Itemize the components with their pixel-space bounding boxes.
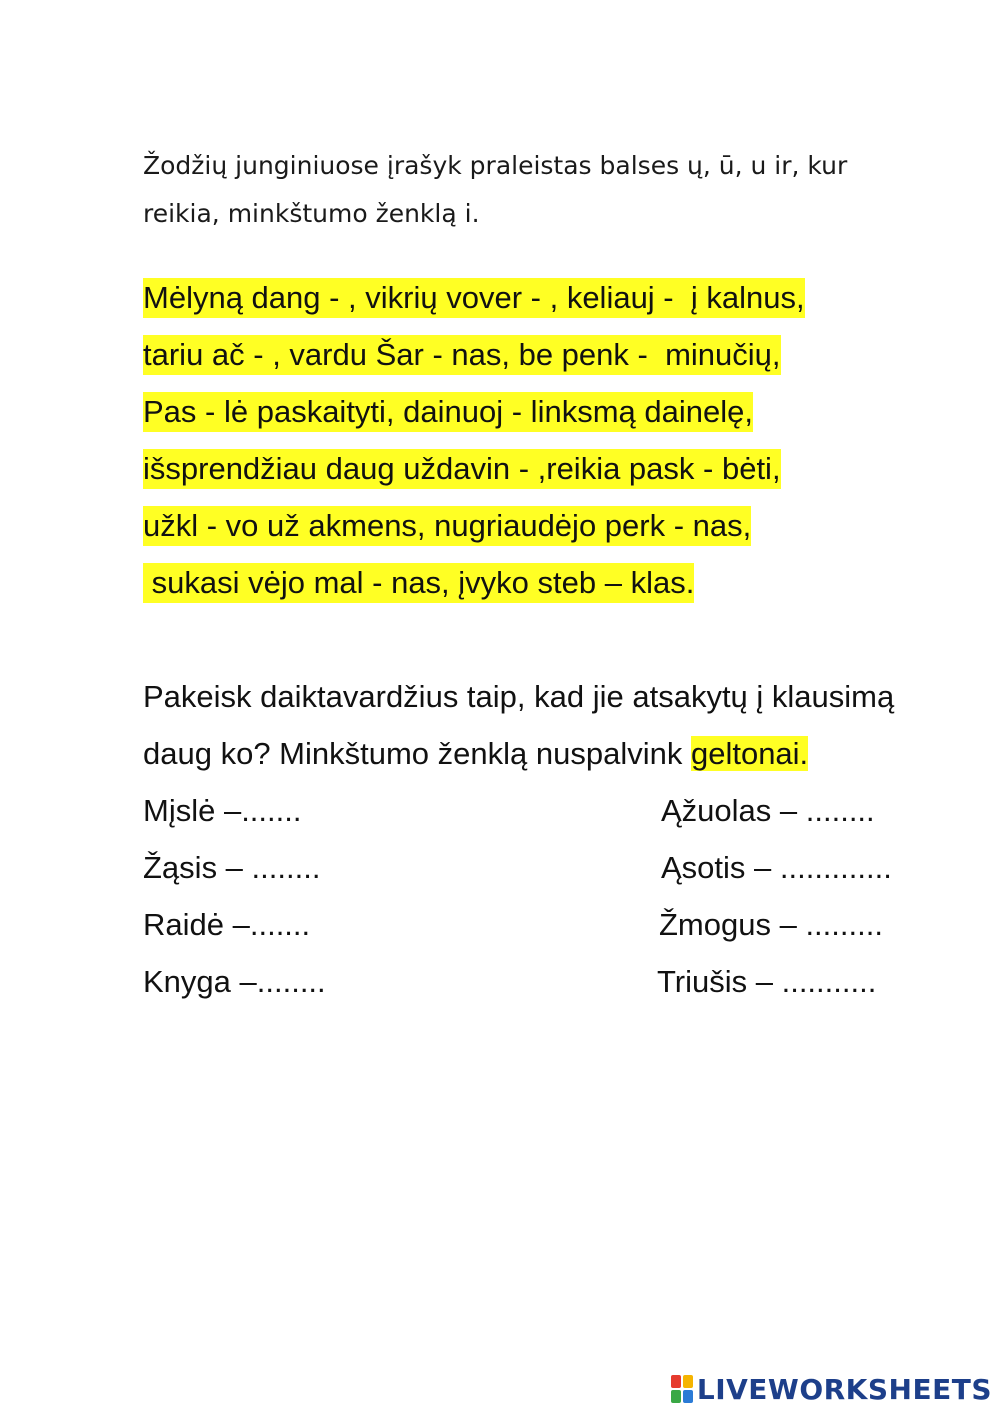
task1-instruction: Žodžių junginiuose įrašyk praleistas balses ų, ū, u ir, kur reikia, minkštumo ženklą i. [143,151,848,228]
word-item-left-4: Knyga –........ [143,964,326,999]
task2-instruction-line1: Pakeisk daiktavardžius taip, kad jie atsakytų į klausimą [143,679,895,714]
task2-instruction-line2 [143,734,808,774]
word-item-left-3: Raidė –....... [143,907,311,942]
word-item-left-1: Mįslė –....... [143,793,302,828]
brand-name: LIVEWORKSHEETS [696,1372,992,1406]
liveworksheets-logo[interactable] [671,1371,992,1407]
exercise-line-2: tariu ač - , vardu Šar - nas, be penk - minučių, [143,335,781,375]
word-item-right-3: Žmogus – ......... [659,907,883,942]
liveworksheets-logo-icon [671,1375,693,1403]
exercise-line-5: užkl - vo už akmens, nugriaudėjo perk - nas, [143,506,751,546]
word-item-right-4: Triušis – ........... [657,964,877,999]
highlight-word: geltonai. [690,736,809,771]
task2-instruction-text: daug ko? Minkštumo ženklą nuspalvink [143,736,691,771]
exercise-line-1: Mėlyną dang - , vikrių vover - , keliauj - į kalnus, [143,278,805,318]
exercise-line-6: sukasi vėjo mal - nas, įvyko steb – klas. [143,563,694,603]
word-item-right-2: Ąsotis – ............. [661,850,892,885]
exercise-line-3: Pas - lė paskaityti, dainuoj - linksmą dainelę, [143,392,753,432]
word-item-right-1: Ąžuolas – ........ [661,793,875,828]
exercise-line-4: išsprendžiau daug uždavin - ,reikia pask - bėti, [143,449,781,489]
word-item-left-2: Žąsis – ........ [143,850,321,885]
